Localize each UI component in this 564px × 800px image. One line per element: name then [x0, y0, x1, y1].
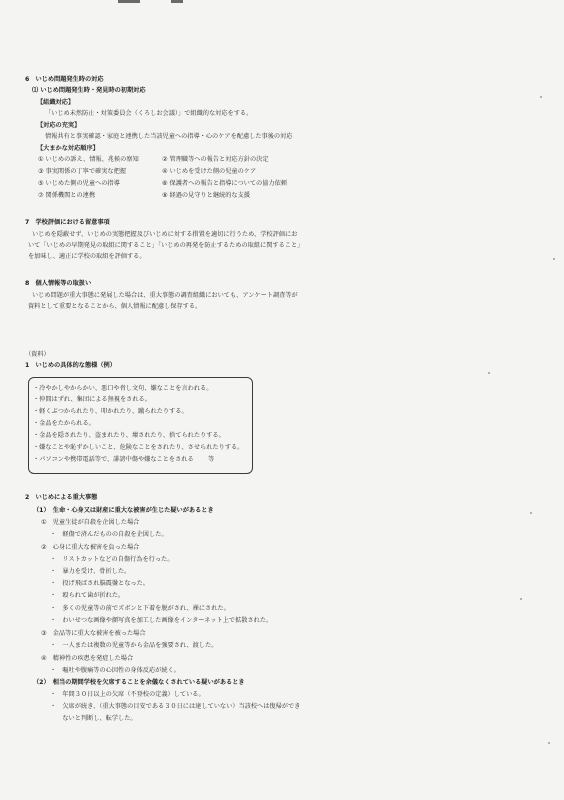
- scan-speck: [548, 742, 550, 744]
- section-7-line: いじめを隠蔽せず、いじめの実態把握及びいじめに対する措置を適切に行うため、学校評価にお: [32, 231, 298, 238]
- example-item: ・仲間はずれ、集団による無視をされる。: [33, 396, 151, 403]
- org-response-heading: 【組織対応】: [37, 99, 75, 106]
- response-enrich-text: 情報共有と事実確認・家庭と連携した当該児童への指導・心のケアを配慮した事後の対応: [45, 133, 293, 140]
- section-6-sub-heading: ⑴ いじめ問題発生時・発見時の初期対応: [32, 87, 146, 94]
- case-item: ・ わいせつな画像や顔写真を加工した画像をインターネット上で拡散された。: [50, 617, 273, 624]
- step-item: ③ 事実関係の丁寧で確実な把握: [38, 168, 126, 175]
- step-item: ⑤ いじめた側の児童への指導: [38, 180, 120, 187]
- scan-edge-mark: [171, 0, 183, 3]
- case-item: ・ 欠席が続き、（重大事態の目安である３０日には達していない）当該校へは復帰ができ: [50, 703, 301, 710]
- example-etc: 等: [208, 456, 215, 463]
- case-item: ・ 一人または複数の児童等から金品を強要され、渡した。: [50, 642, 218, 649]
- response-enrich-heading: 【対応の充実】: [37, 122, 81, 129]
- case-item: ・ 暴力を受け、骨折した。: [50, 568, 131, 575]
- section-7-line: を加味し、適正に学校の取組を評価する。: [28, 253, 146, 260]
- section-7-line: いて「いじめの早期発見の取組に関すること」「いじめの再発を防止するための取組に関すること」: [28, 242, 304, 249]
- case-item: ・ 年間３０日以上の欠席（不登校の定義）している。: [50, 691, 205, 698]
- case-item: ないと判断し、転学した。: [50, 715, 137, 722]
- scan-speck: [540, 96, 542, 98]
- section-6-heading: 6 いじめ問題発生時の対応: [25, 76, 104, 83]
- case-heading: ① 児童生徒が自殺を企図した場合: [41, 519, 140, 526]
- case-item: ・ 殴られて歯が折れた。: [50, 592, 125, 599]
- scan-speck: [520, 598, 522, 600]
- category-2-heading: （2） 相当の期間学校を欠席することを余儀なくされている疑いがあるとき: [33, 679, 245, 686]
- category-1-heading: （1） 生命・心身又は財産に重大な被害が生じた疑いがあるとき: [33, 507, 214, 514]
- example-item: ・金品をたかられる。: [33, 420, 95, 427]
- reference-label: （資料）: [25, 351, 50, 358]
- case-heading: ③ 金品等に重大な被害を被った場合: [41, 630, 146, 637]
- org-response-text: 「いじめ未然防止・対策委員会（くろしお会議）」で組織的な対応をする。: [45, 110, 253, 117]
- reference-section-2-heading: 2 いじめによる重大事態: [25, 494, 98, 501]
- example-item: ・金品を隠されたり、盗まれたり、壊されたり、捨てられたりする。: [33, 432, 225, 439]
- response-flow-heading: 【大まかな対応順序】: [37, 145, 99, 152]
- step-item: ② 管理職等への報告と対応方針の決定: [162, 156, 269, 163]
- section-7-heading: 7 学校評価における留意事項: [25, 219, 110, 226]
- example-item: ・パソコンや携帯電話等で、誹謗中傷や嫌なことをされる: [33, 456, 194, 463]
- example-item: ・軽くぶつかられたり、叩かれたり、蹴られたりする。: [33, 408, 188, 415]
- step-item: ④ いじめを受けた側の児童のケア: [162, 168, 257, 175]
- step-item: ⑧ 経過の見守りと継続的な支援: [162, 192, 250, 199]
- section-8-line: 資料として重要となることから、個人情報に配慮し保存する。: [28, 303, 202, 310]
- case-heading: ④ 精神性の疾患を発症した場合: [41, 655, 134, 662]
- case-heading: ② 心身に重大な被害を負った場合: [41, 544, 140, 551]
- case-item: ・ 嘔吐や腹痛等の心因性の身体反応が続く。: [50, 667, 180, 674]
- reference-section-1-heading: 1 いじめの具体的な態様（例）: [25, 362, 116, 369]
- scan-speck: [488, 372, 490, 374]
- case-item: ・ 多くの児童等の前でズボンと下着を脱がされ、裸にされた。: [50, 605, 230, 612]
- scan-speck: [553, 258, 555, 260]
- example-item: ・嫌なことや恥ずかしいこと、危険なことをされたり、させられたりする。: [33, 444, 244, 451]
- step-item: ⑥ 保護者への報告と指導についての協力依頼: [162, 180, 287, 187]
- case-item: ・ 軽傷で済んだものの自殺を企図した。: [50, 531, 168, 538]
- case-item: ・ 投げ飛ばされ脳震盪となった。: [50, 580, 149, 587]
- section-8-heading: 8 個人情報等の取扱い: [25, 280, 92, 287]
- step-item: ① いじめの訴え、情報、兆候の察知: [38, 156, 139, 163]
- section-8-line: いじめ問題が重大事態に発展した場合は、重大事態の調査組織においても、アンケート調査等が: [32, 292, 298, 299]
- example-item: ・冷やかしやからかい、悪口や脅し文句、嫌なことを言われる。: [33, 385, 213, 392]
- case-item: ・ リストカットなどの自傷行為を行った。: [50, 556, 174, 563]
- scan-speck: [530, 512, 532, 514]
- scan-edge-mark: [118, 0, 140, 3]
- step-item: ⑦ 関係機関との連携: [38, 192, 96, 199]
